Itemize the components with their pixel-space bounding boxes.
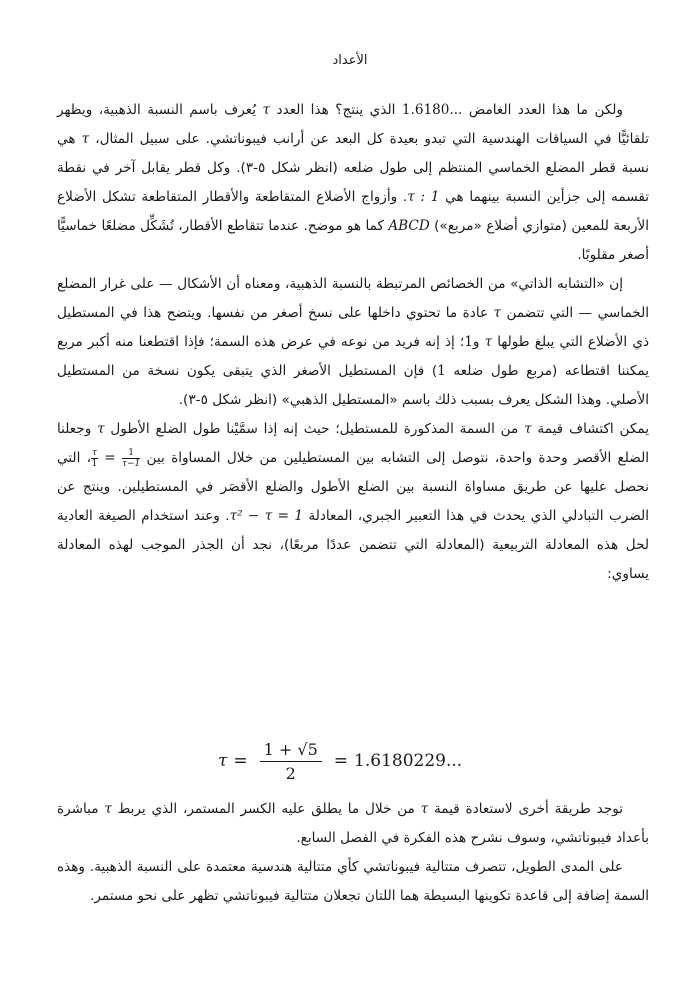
- text-run: ) فإن المستطيل الأصغر الذي يتبقى يكون نسخة من المستطيل الأصلي. وهذا الشكل يعرف بسبب ذلك باسم «المستطيل الذهبي» (انظر شكل ٥-٣).: [57, 363, 649, 408]
- fraction-denominator: 1: [91, 458, 98, 469]
- text-run: عادة ما تحتوي داخلها على نسخ أصغر من نفسها. ويتضح هذا في المستطيل ذي الأضلاع التي يبلغ طولها: [57, 305, 650, 350]
- text-run: و: [472, 334, 485, 350]
- equals-sign: =: [333, 751, 349, 771]
- fraction-numerator: 1: [122, 448, 140, 459]
- text-run: الذي ينتج؟ هذا العدد: [270, 102, 402, 118]
- running-header: الأعداد: [332, 53, 368, 68]
- abcd-label: ABCD: [388, 218, 430, 234]
- text-run: من السمة المذكورة للمستطيل؛ حيث إنه إذا سمَّيْنا طول الضلع الأطول: [104, 421, 525, 437]
- paragraph-4: [57, 795, 649, 853]
- tau-symbol: τ: [524, 421, 532, 437]
- text-run: يمكن اكتشاف قيمة: [531, 421, 649, 437]
- text-run: من خلال ما يطلق عليه الكسر المستمر، الذي يربط: [111, 801, 421, 817]
- equals-sign: =: [98, 450, 122, 466]
- tau-symbol: τ: [420, 801, 429, 817]
- tau-symbol: τ: [262, 102, 271, 118]
- text-run: كما هو موضح. عندما تتقاطع الأقطار، تُشَكِّل مضلعًا خماسيًّا أصغر مقلوبًا.: [57, 218, 649, 263]
- text-run: . وأزواج الأضلاع المتقاطعة والأقطار المتقاطعة تشكل الأضلاع الأربعة للمعين (متوازي أضلاع «مربع»): [57, 189, 649, 234]
- text-run: وجعلنا الضلع الأقصر وحدة واحدة، نتوصل إلى التشابه بين المستطيلين من خلال المساواة بين: [57, 421, 649, 466]
- ratio-expression: τ : 1: [407, 189, 440, 205]
- number: 1: [437, 363, 446, 379]
- number: 1.6180...: [401, 102, 463, 118]
- fraction-one-over-tau-minus-one: [122, 448, 140, 469]
- text-run: هي نسبة قطر المضلع الخماسي المنتظم إلى طول ضلعه (انظر شكل ٥-٣). وكل قطر يقابل آخر في نقطة تقسمه إلى جزأين النسبة بينهما هي: [57, 131, 649, 205]
- paragraph-2: [57, 270, 649, 415]
- quadratic-equation: τ² − τ = 1: [229, 508, 304, 524]
- text-run: ، التي نحصل عليها عن طريق مساواة النسبة بين الضلع الأطول والضلع الأقصَر في المستطيلين. وينتج عن الضرب التبادلي الذي يحدث في هذا التعبير الجبري، المعادلة: [57, 450, 649, 524]
- tau-symbol: τ: [97, 421, 105, 437]
- tau-symbol: τ: [81, 131, 90, 147]
- text-run: . وعند استخدام الصيغة العادية لحل هذه المعادلة التربيعية (المعادلة التي تتضمن عددًا مربعًا)، نجد أن الجذر الموجب لهذه المعادلة يساوي:: [57, 508, 649, 582]
- text-run: ؛ إذ إنه فريد من نوعه في عرض هذه السمة؛ فإذا اقتطعنا منه أكبر مربع يمكننا اقتطاعه (مربع طول ضلعه: [57, 334, 649, 379]
- number: 1: [464, 334, 473, 350]
- text-run: توجد طريقة أخرى لاستعادة قيمة: [428, 801, 624, 817]
- text-run: مباشرة بأعداد فيبوناتشي، وسوف نشرح هذه الفكرة في الفصل السابع.: [57, 801, 649, 846]
- fraction: [260, 740, 322, 783]
- fraction-numerator: 1 + √5: [260, 740, 322, 762]
- text-run: ولكن ما هذا العدد الغامض: [462, 102, 623, 118]
- fraction-denominator: 2: [285, 763, 296, 783]
- golden-ratio-formula: [218, 733, 462, 789]
- text-run: إن «التشابه الذاتي» من الخصائص المرتبطة بالنسبة الذهبية، ومعناه أن الأشكال — على غرار المضلع الخماسي — التي تتضمن: [57, 276, 649, 321]
- text-run: يُعرف باسم النسبة الذهبية، ويظهر تلقائيًّا في السياقات الهندسية التي تبدو بعيدة كل البعد عن أرانب فيبوناتشي. على سبيل المثال،: [57, 102, 649, 147]
- paragraph-1: [57, 96, 649, 270]
- inline-fraction-equation: [91, 447, 141, 469]
- paragraph-5: على المدى الطويل، تتصرف متتالية فيبوناتشي كأي متتالية هندسية معتمدة على النسبة الذهبية. وهذه السمة إضافة إلى قاعدة تكوينها البسيطة هما اللتان تجعلان متتالية فيبوناتشي تظهر على نحو مستمر.: [57, 859, 649, 904]
- tau-symbol: τ: [104, 801, 112, 817]
- fraction-tau-over-one: [91, 448, 98, 469]
- tau-symbol: τ: [484, 334, 493, 350]
- equals-sign: =: [233, 751, 248, 771]
- paragraph-3: [57, 415, 649, 589]
- body-text-upper: [57, 96, 649, 589]
- tau-symbol: τ: [493, 305, 502, 321]
- fraction-numerator: τ: [92, 447, 98, 458]
- golden-ratio-value: 1.6180229...: [354, 751, 463, 771]
- display-equation: [0, 733, 700, 793]
- fraction-denominator: τ−1: [122, 458, 141, 469]
- body-text-lower: [57, 795, 649, 911]
- tau-symbol: τ: [218, 751, 228, 771]
